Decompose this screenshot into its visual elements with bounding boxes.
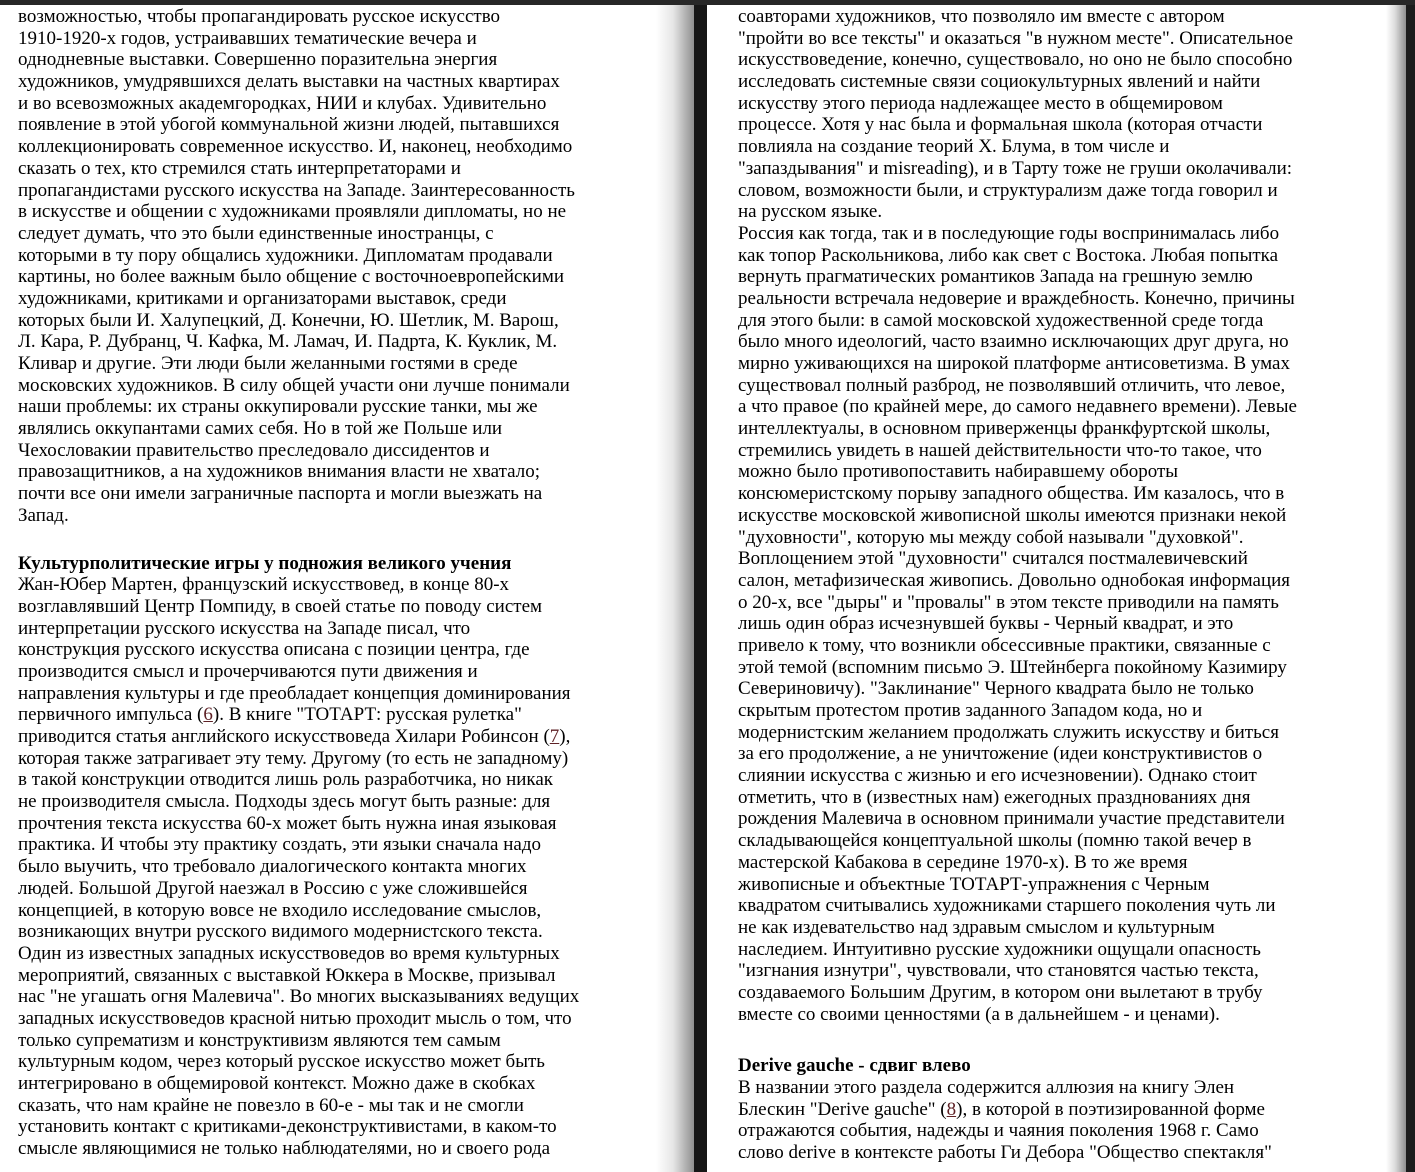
text-line: и во всевозможных академгородках, НИИ и клубах. Удивительно <box>18 92 547 114</box>
text-line: только супрематизм и конструктивизм являются тем самым <box>18 1029 501 1051</box>
text-line: складывающейся концептуальной школы (помню такой вечер в <box>738 830 1252 852</box>
text-line: консюмеристскому порыву западного общества. Им казалось, что в <box>738 483 1285 505</box>
text-line: живописные и объектные ТОТАРТ-упражнения с Черным <box>738 873 1210 895</box>
text-line: можно было противопоставить набиравшему обороты <box>738 461 1179 483</box>
text-line: нас "не угашать огня Малевича". Во многих высказываниях ведущих <box>18 986 580 1008</box>
text-line: мастерской Кабакова в середине 1970-х). В то же время <box>738 851 1188 873</box>
text-line: вместе со своими ценностями (а в дальнейшем - и ценами). <box>738 1003 1220 1025</box>
text-line: картины, но более важным было общение с восточноевропейскими <box>18 266 565 288</box>
text-line: модернистским желанием продолжать служить искусству и биться <box>738 721 1279 743</box>
text-line: культурным кодом, через который русское искусство может быть <box>18 1051 545 1073</box>
text-line: о 20-х, все "дыры" и "провалы" в этом тексте приводили на память <box>738 591 1279 613</box>
text-line: возглавлявший Центр Помпиду, в своей статье по поводу систем <box>18 595 543 617</box>
right-text-column <box>738 6 1388 1164</box>
text-line: исследовать системные связи социокультурных явлений и найти <box>738 71 1261 93</box>
text-line: соавторами художников, что позволяло им вместе с автором <box>738 6 1225 27</box>
section-heading-derive-gauche: Derive gauche - сдвиг влево <box>738 1055 971 1077</box>
text-line: слиянии искусства с жизнью и его исчезновении). Однако стоит <box>738 765 1257 787</box>
text-line: искусствоведение, конечно, существовало, но оно не было способно <box>738 49 1293 71</box>
text-line: практика. И чтобы эту практику создать, эти языки сначала надо <box>18 834 541 856</box>
text-line: почти все они имели заграничные паспорта и могли выезжать на <box>18 483 543 505</box>
text-line: возникающих внутри русского видимого модернистского текста. <box>18 921 543 943</box>
text-line: пропагандистами русского искусства на Западе. Заинтересованность <box>18 179 575 201</box>
text-line: концепцией, в которую вовсе не входило исследование смыслов, <box>18 899 542 921</box>
text-line: художников, умудрявшихся делать выставки на частных квартирах <box>18 71 560 93</box>
text-line: Жан-Юбер Мартен, французский искусствовед, в конце 80-х <box>18 574 510 596</box>
text-line: словом, возможности были, и структурализм даже тогда говорил и <box>738 179 1278 201</box>
text-line: в такой конструкции отводится лишь роль разработчика, но никак <box>18 769 554 791</box>
text-line: конструкция русского искусства описана с позиции центра, где <box>18 639 530 661</box>
text-line: рождения Малевича в основном принимали участие представители <box>738 808 1285 830</box>
text-line: сказать о тех, кто стремился стать интерпретаторами и <box>18 157 461 179</box>
text-line: за его продолжение, а не уничтожение (идеи конструктивистов о <box>738 743 1263 765</box>
text-line: искусству этого периода надлежащее место в общемировом <box>738 92 1223 114</box>
text-line: возможностью, чтобы пропагандировать русское искусство <box>18 6 501 27</box>
text-line: мирно уживающихся на широкой платформе антисоветизма. В умах <box>738 353 1290 374</box>
text-line: этой темой (вспомним письмо Э. Штейнберга покойному Казимиру <box>738 656 1287 678</box>
text-line: Л. Кара, Р. Дубранц, Ч. Кафка, М. Ламач, И. Падрта, К. Куклик, М. <box>18 331 558 353</box>
text-line: в искусстве и общении с художниками проявляли дипломаты, но не <box>18 201 567 223</box>
text-line: прочтения текста искусства 60-х может быть нужна иная языковая <box>18 812 557 834</box>
text-line: которыми в ту пору общались художники. Дипломатам продавали <box>18 244 553 266</box>
text-line: "пройти во все тексты" и оказаться "в нужном месте". Описательное <box>738 27 1294 49</box>
text-line: которая также затрагивает эту тему. Другому (то есть не западному) <box>18 747 569 769</box>
text-line: наследием. Интуитивно русские художники ощущали опасность <box>738 938 1261 960</box>
text-line: скрытым протестом против заданного Западом кода, но и <box>738 700 1203 721</box>
text-line: Запад. <box>18 504 69 526</box>
text-line: людей. Большой Другой наезжал в Россию с уже сложившейся <box>18 877 528 899</box>
text-line: Один из известных западных искусствоведов во время культурных <box>18 942 560 964</box>
ref-link-7[interactable]: 7 <box>549 726 560 747</box>
text-line: установить контакт с критиками-деконструктивистами, в каком-то <box>18 1116 557 1138</box>
text-line: а что правое (по крайней мере, до самого недавнего времени). Левые <box>738 396 1297 418</box>
left-text-column <box>18 6 658 1160</box>
text-line: производится смысл и прочерчиваются пути движения и <box>18 660 478 682</box>
text-line: стремились увидеть в нашей действительности что-то такое, что <box>738 439 1262 461</box>
text-line: В названии этого раздела содержится аллюзия на книгу Элен <box>738 1077 1235 1098</box>
text-line: смысле являющимися не только наблюдателями, но и своего рода <box>18 1138 551 1160</box>
text-line: правозащитников, а на художников внимания власти не хватало; <box>18 461 540 483</box>
ref-link-6[interactable]: 6 <box>203 704 213 726</box>
text-line: московских художников. В силу общей участи они лучше понимали <box>18 374 570 396</box>
text-line: отражаются события, надежды и чаяния поколения 1968 г. Само <box>738 1120 1259 1142</box>
text-line: Севериновичу). "Заклинание" Черного квадрата было не только <box>738 678 1254 700</box>
left-paragraph-2 <box>18 574 658 1160</box>
text-line: как топор Раскольникова, либо как свет с Востока. Любая попытка <box>738 244 1279 266</box>
text-line: которых были И. Халупецкий, Д. Конечни, Ю. Шетлик, М. Варош, <box>18 309 559 331</box>
text-line: "запаздывания" и misreading), и в Тарту тоже не груши околачивали: <box>738 157 1293 179</box>
text-line: западных искусствоведов красной нитью проходит мысль о том, что <box>18 1007 572 1029</box>
text-line: сказать, что нам крайне не повезло в 60-е - мы так и не смогли <box>18 1094 524 1116</box>
text-line: создаваемого Большим Другим, в котором они вылетают в трубу <box>738 981 1263 1003</box>
text-line: на русском языке. <box>738 201 883 223</box>
text-line: отметить, что в (известных нам) ежегодных празднованиях дня <box>738 786 1251 808</box>
text-line: не как издевательство над здравым смыслом и культурным <box>738 916 1215 938</box>
text-line: являлись оккупантами самих себя. Но в той же Польше или <box>18 418 503 440</box>
window-top-edge <box>0 0 1415 5</box>
text-line: квадратом считывались художниками старшего поколения чуть ли <box>738 895 1276 917</box>
text-line: Кливар и другие. Эти люди были желанными гостями в среде <box>18 353 518 374</box>
text-line: слово derive в контексте работы Ги Дебора "Общество спектакля" <box>738 1142 1272 1164</box>
text-line: "духовности", которую мы между собой называли "духовкой". <box>738 526 1244 548</box>
right-paragraph-3 <box>738 1077 1388 1164</box>
ref-link-8[interactable]: 8 <box>946 1098 957 1120</box>
text-line: было много идеологий, часто взаимно исключающих друг друга, но <box>738 331 1289 353</box>
text-line: салон, метафизическая живопись. Довольно однобокая информация <box>738 569 1291 591</box>
column-divider-bar <box>694 0 707 1172</box>
text-line: художниками, критиками и организаторами выставок, среди <box>18 287 507 309</box>
text-line: первичного импульса (6). В книге "ТОТАРТ: русская рулетка" <box>18 704 522 726</box>
text-line: Воплощением этой "духовности" считался постмалевичевский <box>738 548 1248 570</box>
text-line: коллекционировать современное искусство. И, наконец, необходимо <box>18 136 573 158</box>
text-line: следует думать, что это были единственные иностранцы, с <box>18 222 494 244</box>
text-line: было выучить, что требовало диалогического контакта многих <box>18 856 527 878</box>
right-page-edge-shadow <box>1386 0 1406 1172</box>
text-line: интеллектуалы, в основном приверженцы франкфуртской школы, <box>738 418 1271 440</box>
text-line: вернуть прагматических романтиков Запада на грешную землю <box>738 266 1253 288</box>
column-divider-shadow <box>656 0 694 1172</box>
text-line: Россия как тогда, так и в последующие годы воспринималась либо <box>738 222 1280 244</box>
text-line: лишь один образ исчезнувшей буквы - Черный квадрат, и это <box>738 613 1234 635</box>
text-line: интерпретации русского искусства на Западе писал, что <box>18 617 471 639</box>
text-line: однодневные выставки. Совершенно поразительна энергия <box>18 49 498 71</box>
text-line: Чехословакии правительство преследовало диссидентов и <box>18 439 490 461</box>
text-line: Блескин "Derive gauche" (8), в которой в поэтизированной форме <box>738 1098 1265 1120</box>
text-line: направления культуры и где преобладает концепция доминирования <box>18 682 571 704</box>
right-paragraph-1 <box>738 6 1388 223</box>
right-page-edge-bar <box>1406 0 1415 1172</box>
section-heading-kulturpoliticheskie: Культурполитические игры у подножия великого учения <box>18 552 512 574</box>
text-line: для этого были: в самой московской художественной среде тогда <box>738 309 1264 331</box>
text-line: существовал полный разброд, не позволявший отличить, что левое, <box>738 374 1286 396</box>
text-line: приводится статья английского искусствоведа Хилари Робинсон (7), <box>18 726 571 747</box>
text-line: не производителя смысла. Подходы здесь могут быть разные: для <box>18 791 551 813</box>
text-line: "изгнания изнутри", чувствовали, что становятся частью текста, <box>738 960 1259 982</box>
text-line: 1910-1920-х годов, устраивавших тематические вечера и <box>18 27 477 49</box>
right-paragraph-2 <box>738 223 1388 1025</box>
left-paragraph-1 <box>18 6 658 527</box>
text-line: появление в этой убогой коммунальной жизни людей, пытавшихся <box>18 114 560 136</box>
text-line: искусстве московской живописной школы имеются признаки некой <box>738 504 1287 526</box>
text-line: процессе. Хотя у нас была и формальная школа (которая отчасти <box>738 114 1263 136</box>
text-line: привело к тому, что возникли обсессивные практики, связанные с <box>738 634 1271 656</box>
text-line: мероприятий, связанных с выставкой Юккера в Москве, призывал <box>18 964 556 986</box>
text-line: реальности встречала недоверие и враждебность. Конечно, причины <box>738 287 1295 309</box>
text-line: повлияла на создание теорий Х. Блума, в том числе и <box>738 136 1170 158</box>
text-line: интегрировано в общемировой контекст. Можно даже в скобках <box>18 1073 536 1094</box>
text-line: наши проблемы: их страны оккупировали русские танки, мы же <box>18 396 538 418</box>
